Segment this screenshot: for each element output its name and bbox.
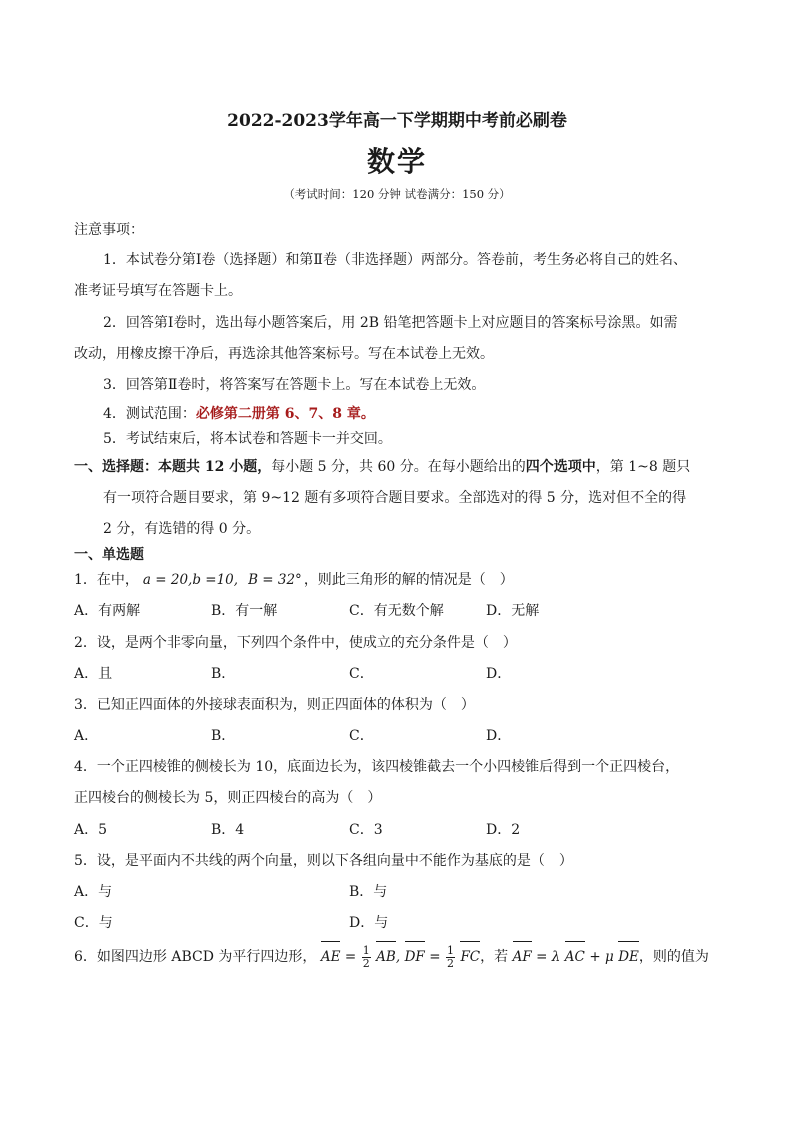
exam-meta: （考试时间：120 分钟 试卷满分：150 分） <box>283 187 511 201</box>
note-2b: 改动，用橡皮擦干净后，再选涂其他答案标号。写在本试卷上无效。 <box>74 346 494 362</box>
question-4a: 4．一个正四棱锥的侧棱长为 10，底面边长为，该四棱锥截去一个小四棱锥后得到一个正四棱台， <box>74 759 680 775</box>
vector-ac: AC <box>565 944 585 970</box>
fraction-numerator: 1 <box>362 943 370 957</box>
q4-option-c: C．3 <box>349 822 383 838</box>
vector-ab: AB <box>376 944 396 970</box>
q1-math-ab: a = 20,b =10, <box>142 572 239 588</box>
fraction-numerator: 1 <box>446 943 454 957</box>
q2-option-a: A．且 <box>74 666 113 682</box>
q2-option-b: B． <box>211 666 236 682</box>
q5-option-b: B．与 <box>349 884 388 900</box>
section-1-text: 每小题 5 分，共 60 分。在每小题给出的 <box>271 459 526 475</box>
note-4 <box>103 403 375 423</box>
vector-de: DE <box>618 944 639 970</box>
question-4b: 正四棱台的侧棱长为 5，则正四棱台的高为（ ） <box>74 790 382 806</box>
q1-math-b: B = 32° <box>248 572 302 588</box>
q6-eq-2: = <box>429 949 441 965</box>
q6-stem-b: ，若 <box>480 949 509 965</box>
q5-option-a: A．与 <box>74 884 113 900</box>
section-1-end: ，第 1~8 题只 <box>595 459 691 475</box>
q1-option-b: B．有一解 <box>211 603 278 619</box>
q1-option-c: C．有无数个解 <box>349 603 444 619</box>
q4-option-a: A．5 <box>74 822 108 838</box>
q6-comma: , <box>395 949 401 965</box>
q3-option-c: C． <box>349 728 374 744</box>
q6-mu: + μ <box>589 949 614 965</box>
question-2: 2．设，是两个非零向量，下列四个条件中，使成立的充分条件是（ ） <box>74 635 517 651</box>
section-1-line-3: 2 分，有选错的得 0 分。 <box>103 521 261 537</box>
note-4-prefix: 4．测试范围： <box>103 406 196 422</box>
notes-heading: 注意事项： <box>74 222 144 238</box>
note-5: 5．考试结束后，将本试卷和答题卡一并交回。 <box>103 431 392 447</box>
test-scope: 必修第二册第 6、7、8 章。 <box>195 406 375 422</box>
q1-stem-b: ，则此三角形的解的情况是（ ） <box>303 572 514 588</box>
q4-option-d: D．2 <box>486 822 521 838</box>
q3-option-d: D． <box>486 728 512 744</box>
q2-option-c: C． <box>349 666 374 682</box>
note-2a: 2．回答第Ⅰ卷时，选出每小题答案后，用 2B 铅笔把答题卡上对应题目的答案标号涂黑。如需 <box>103 315 678 331</box>
q3-option-b: B． <box>211 728 236 744</box>
note-3: 3．回答第Ⅱ卷时，将答案写在答题卡上。写在本试卷上无效。 <box>103 377 486 393</box>
section-1-line-2: 有一项符合题目要求，第 9~12 题有多项符合题目要求。全部选对的得 5 分，选对但不全的得 <box>103 490 687 506</box>
q5-option-c: C．与 <box>74 915 113 931</box>
q6-stem-a: 6．如图四边形 ABCD 为平行四边形， <box>74 949 317 965</box>
question-6 <box>74 944 709 970</box>
subject-heading: 数学 <box>366 145 427 178</box>
q3-option-a: A． <box>74 728 99 744</box>
single-choice-heading: 一、单选题 <box>74 547 144 563</box>
note-1a: 1．本试卷分第Ⅰ卷（选择题）和第Ⅱ卷（非选择题）两部分。答卷前，考生务必将自己的姓名、 <box>103 252 687 268</box>
question-5: 5．设，是平面内不共线的两个向量，则以下各组向量中不能作为基底的是（ ） <box>74 853 573 869</box>
q1-option-d: D．无解 <box>486 603 540 619</box>
fraction-half-2 <box>446 945 455 970</box>
q6-stem-c: ，则的值为 <box>638 949 709 965</box>
q2-option-d: D． <box>486 666 512 682</box>
question-1 <box>74 569 514 589</box>
vector-fc: FC <box>460 944 480 970</box>
exam-title: 2022-2023学年高一下学期期中考前必刷卷 <box>227 111 567 131</box>
vector-df: DF <box>405 944 425 970</box>
q1-option-a: A．有两解 <box>74 603 141 619</box>
q5-option-d: D．与 <box>349 915 389 931</box>
section-1-emph: 四个选项中 <box>525 459 596 475</box>
section-1-prefix: 一、选择题： <box>74 459 158 475</box>
note-1b: 准考证号填写在答题卡上。 <box>74 283 242 299</box>
fraction-denominator: 2 <box>362 956 370 970</box>
q6-eq-1: = <box>344 949 357 965</box>
section-1-line-1 <box>74 456 690 476</box>
section-1-count: 本题共 12 小题， <box>158 459 272 475</box>
q1-stem-a: 1．在中， <box>74 572 139 588</box>
question-3: 3．已知正四面体的外接球表面积为，则正四面体的体积为（ ） <box>74 697 475 713</box>
fraction-denominator: 2 <box>446 956 454 970</box>
q4-option-b: B．4 <box>211 822 245 838</box>
vector-ae: AE <box>321 944 341 970</box>
q6-lambda: = λ <box>536 949 561 965</box>
vector-af: AF <box>513 944 532 970</box>
fraction-half-1 <box>362 945 371 970</box>
